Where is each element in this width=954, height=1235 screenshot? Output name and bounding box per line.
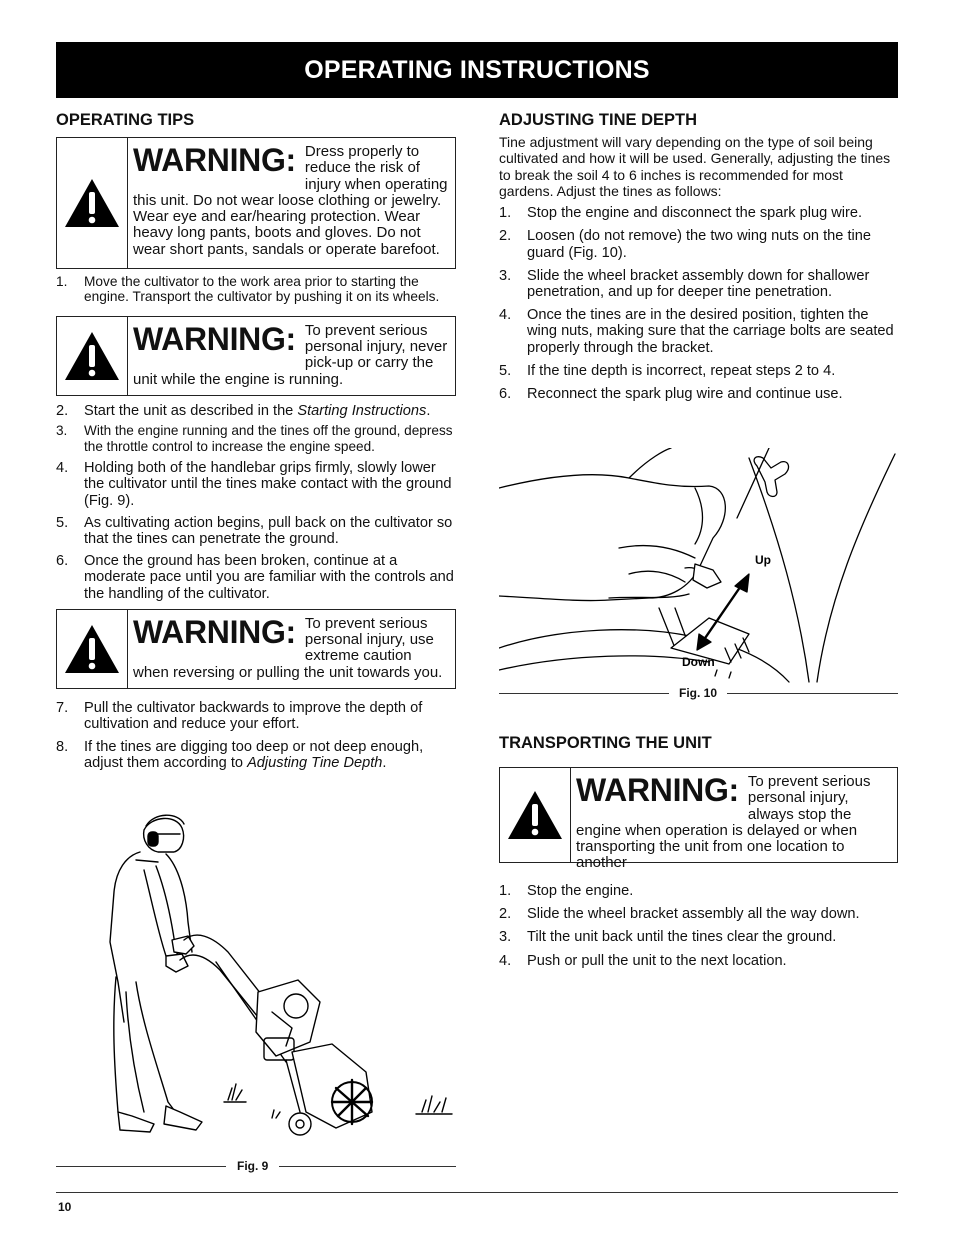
warning-box-transport: [499, 767, 898, 872]
figure-10-caption: Fig. 10: [499, 686, 898, 700]
list-item: 1. Stop the engine and disconnect the spark plug wire.: [499, 205, 863, 222]
warning-content: [571, 768, 897, 872]
warning-box-clothing: [56, 137, 456, 269]
list-item: 2. Start the unit as described in the Starting Instructions.: [56, 402, 431, 419]
down-label: Down: [682, 655, 715, 669]
list-item: 5. As cultivating action begins, pull back on the cultivator so that the tines can penetrate the ground.: [56, 514, 453, 548]
right-column: [499, 108, 898, 402]
warning-content: [128, 610, 455, 688]
list-item: 6. Reconnect the spark plug wire and continue use.: [499, 386, 843, 403]
list-item: 7. Pull the cultivator backwards to improve the depth of cultivation and reduce your effort.: [56, 699, 423, 733]
section-title: OPERATING INSTRUCTIONS: [304, 55, 650, 84]
warning-text: To prevent serious personal injury, use extreme caution when reversing or pulling the unit towards you.: [133, 614, 443, 681]
figure-9-caption: Fig. 9: [56, 1159, 456, 1173]
up-label: Up: [755, 553, 771, 567]
warning-icon: [500, 768, 571, 862]
list-item: 6. Once the ground has been broken, continue at a moderate pace until you are familiar with the controls and the handling of the cultivator.: [56, 553, 454, 602]
transporting-heading: TRANSPORTING THE UNIT: [499, 734, 712, 752]
warning-text: Dress properly to reduce the risk of injury when operating this unit. Do not wear loose clothing or jewelry. Wear eye and ear/hearing protection. Wear heavy long pants, boots and gloves. Do not wear short pants, sandals or operate barefoot.: [133, 143, 448, 258]
operating-tips-heading: OPERATING TIPS: [56, 111, 195, 129]
left-column: [56, 108, 456, 772]
warning-icon: [57, 138, 128, 268]
warning-label: WARNING:: [133, 613, 296, 650]
footer-rule: [56, 1192, 898, 1193]
list-item: 3. With the engine running and the tines off the ground, depress the throttle control to increase the engine speed.: [56, 423, 453, 454]
warning-text: To prevent serious personal injury, never pick-up or carry the unit while the engine is running.: [133, 321, 448, 388]
warning-box-carry: [56, 316, 456, 396]
list-item: 4. Holding both of the handlebar grips firmly, slowly lower the cultivator until the tines make contact with the ground (Fig. 9).: [56, 460, 452, 509]
list-item: 1. Move the cultivator to the work area prior to starting the engine. Transport the cultivator by pushing it on its wheels.: [56, 274, 440, 305]
warning-label: WARNING:: [133, 142, 296, 178]
warning-label: WARNING:: [133, 320, 296, 357]
list-item: 2. Slide the wheel bracket assembly all the way down.: [499, 906, 860, 923]
section-banner: [56, 42, 898, 98]
list-item: 3. Slide the wheel bracket assembly down for shallower penetration, and up for deeper tine penetration.: [499, 267, 870, 300]
list-item: 3. Tilt the unit back until the tines clear the ground.: [499, 929, 837, 946]
list-item: 8. If the tines are digging too deep or not deep enough, adjust them according to Adjusting Tine Depth.: [56, 739, 424, 772]
transport-steps-list: [499, 883, 898, 969]
warning-box-reversing: [56, 609, 456, 689]
list-item: 4. Push or pull the unit to the next location.: [499, 952, 787, 969]
tine-adjustment-illustration: [499, 448, 898, 684]
tine-steps-list: [499, 205, 898, 402]
list-item: 4. Once the tines are in the desired position, tighten the wing nuts, making sure that the carriage bolts are seated properly through the bracket.: [499, 307, 894, 356]
transport-section: [499, 731, 898, 969]
list-item: 1. Stop the engine.: [499, 883, 634, 899]
warning-icon: [57, 610, 128, 688]
cultivator-operator-illustration: [96, 812, 466, 1152]
warning-text: To prevent serious personal injury, always stop the engine when operation is delayed or when transporting the unit from one location to another: [576, 773, 871, 872]
warning-content: [128, 138, 455, 268]
warning-icon: [57, 317, 128, 395]
warning-content: [128, 317, 455, 395]
adjusting-tine-depth-heading: ADJUSTING TINE DEPTH: [499, 111, 698, 129]
list-item: 2. Loosen (do not remove) the two wing nuts on the tine guard (Fig. 10).: [499, 228, 871, 261]
page-number: 10: [58, 1200, 72, 1214]
list-item: 5. If the tine depth is incorrect, repeat steps 2 to 4.: [499, 362, 836, 379]
intro-paragraph: Tine adjustment will vary depending on the type of soil being cultivated and how it will be used. Generally, adjusting the tines to break the soil 4 to 6 inches is recommended for most gardens. Adjust the tines as follows:: [499, 134, 891, 199]
warning-label: WARNING:: [576, 772, 739, 808]
